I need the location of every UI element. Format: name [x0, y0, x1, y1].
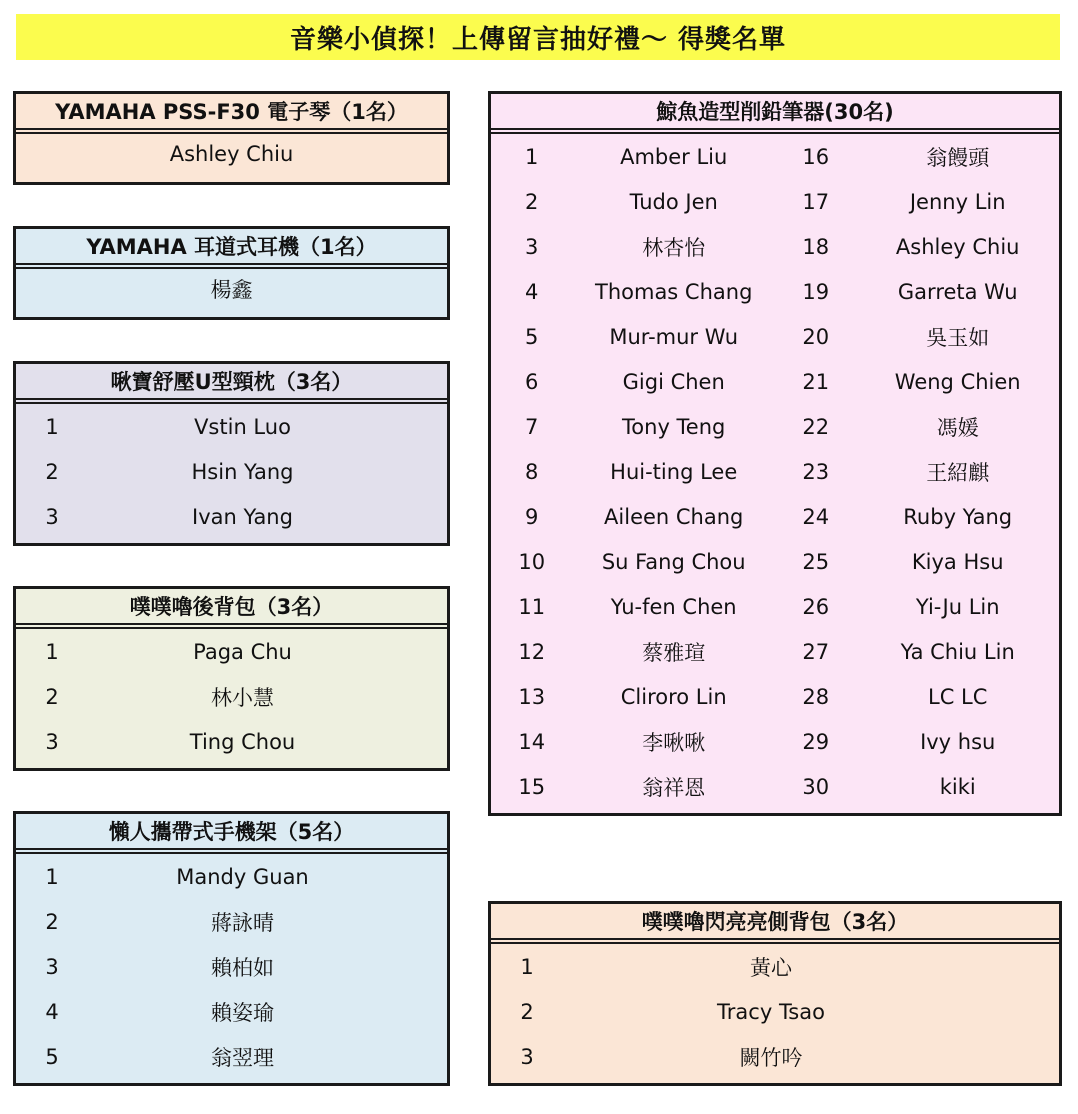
prize-title: 噗噗嚕後背包（3名） [16, 589, 447, 629]
winner-row [16, 1034, 447, 1079]
winner-name: Paga Chu [193, 639, 292, 664]
winner-number: 3 [525, 234, 539, 259]
winner-name: Su Fang Chou [601, 549, 746, 574]
winner-name: Yu-fen Chen [610, 594, 737, 619]
winner-number: 27 [802, 639, 830, 664]
winner-number: 23 [802, 459, 830, 484]
prize-title: YAMAHA PSS-F30 電子琴（1名） [16, 94, 447, 134]
winner-number: 20 [802, 324, 830, 349]
winner-name: 馮媛 [936, 415, 979, 440]
prize-sharpener-panel [488, 91, 1062, 816]
winner-number: 2 [525, 189, 539, 214]
winner-number: 8 [525, 459, 539, 484]
winner-number: 2 [45, 909, 59, 934]
winner-number: 11 [518, 594, 546, 619]
winner-name: Yi-Ju Lin [915, 594, 1000, 619]
winner-name: Tony Teng [622, 414, 726, 439]
winner-name: 林杏怡 [642, 235, 706, 260]
winner-name: Ya Chiu Lin [900, 639, 1015, 664]
winner-number: 1 [45, 414, 59, 439]
winner-number: 3 [45, 729, 59, 754]
winner-number: 1 [520, 954, 534, 979]
winner-name: Hui-ting Lee [610, 459, 738, 484]
winner-row [491, 1034, 1059, 1079]
winner-name: Weng Chien [894, 369, 1021, 394]
winner-number: 17 [802, 189, 830, 214]
winner-row [491, 134, 1059, 179]
winner-number: 5 [45, 1044, 59, 1069]
winner-row [491, 719, 1059, 764]
winner-name: Thomas Chang [595, 279, 753, 304]
winner-row [491, 494, 1059, 539]
winner-row [491, 269, 1059, 314]
winner-name: Ting Chou [189, 729, 296, 754]
winner-name: 翁翌理 [211, 1045, 274, 1070]
prize-pillow-panel [13, 361, 450, 546]
winner-name: 蔡雅瑄 [642, 640, 706, 665]
winner-number: 7 [525, 414, 539, 439]
winner-number: 10 [518, 549, 546, 574]
winner-number: 28 [802, 684, 830, 709]
winner-number: 13 [518, 684, 546, 709]
winner-name: Jenny Lin [909, 189, 1006, 214]
winner-name: Cliroro Lin [620, 684, 727, 709]
winner-name: Tudo Jen [629, 189, 718, 214]
winner-number: 4 [525, 279, 539, 304]
winner-number: 6 [525, 369, 539, 394]
winner-number: 18 [802, 234, 830, 259]
prize-title: 噗噗嚕閃亮亮側背包（3名） [491, 904, 1059, 944]
winner-row [16, 989, 447, 1034]
winner-name: Amber Liu [620, 144, 728, 169]
winner-name: 賴柏如 [211, 955, 274, 980]
winner-number: 25 [802, 549, 830, 574]
winner-name: Garreta Wu [897, 279, 1018, 304]
winner-number: 3 [520, 1044, 534, 1069]
winner-name: 楊鑫 [210, 278, 253, 302]
winner-row [491, 944, 1059, 989]
prize-backpack-panel [13, 586, 450, 771]
prize-keyboard-panel [13, 91, 450, 185]
winner-row [491, 629, 1059, 674]
winner-name: Hsin Yang [191, 459, 294, 484]
winner-name: Ashley Chiu [169, 142, 294, 166]
winner-name: 蔣詠晴 [211, 910, 274, 935]
prize-title: YAMAHA 耳道式耳機（1名） [16, 229, 447, 269]
winner-number: 1 [525, 144, 539, 169]
winner-number: 16 [802, 144, 830, 169]
winner-row [491, 404, 1059, 449]
winner-row [491, 224, 1059, 269]
winner-name: Ivan Yang [192, 504, 293, 529]
winner-row [491, 764, 1059, 809]
winner-row [16, 899, 447, 944]
winner-number: 26 [802, 594, 830, 619]
winner-row [491, 584, 1059, 629]
winner-number: 1 [45, 639, 59, 664]
winner-row [16, 674, 447, 719]
winner-name: 吳玉如 [926, 325, 990, 350]
winner-row [16, 854, 447, 899]
prize-title: 懶人攜帶式手機架（5名） [16, 814, 447, 854]
winner-name: Aileen Chang [604, 504, 744, 529]
winner-name: LC LC [928, 684, 988, 709]
winner-row [16, 494, 447, 539]
winner-name: 翁饅頭 [926, 145, 990, 170]
winner-row [16, 629, 447, 674]
prize-title: 啾寶舒壓U型頸枕（3名） [16, 364, 447, 404]
winner-name: Ashley Chiu [895, 234, 1020, 259]
winner-row [491, 674, 1059, 719]
winner-row [491, 989, 1059, 1034]
winner-number: 14 [518, 729, 546, 754]
winner-number: 4 [45, 999, 59, 1024]
winner-name: Ruby Yang [903, 504, 1013, 529]
winner-number: 15 [518, 774, 546, 799]
winner-number: 21 [802, 369, 830, 394]
winner-row [16, 944, 447, 989]
winner-name: Gigi Chen [622, 369, 725, 394]
winner-name: 黃心 [750, 955, 792, 980]
winner-number: 12 [518, 639, 546, 664]
winner-number: 24 [802, 504, 830, 529]
prize-shoulder-bag-panel [488, 901, 1062, 1086]
winner-number: 5 [525, 324, 539, 349]
winner-row [16, 719, 447, 764]
winner-number: 3 [45, 954, 59, 979]
winner-row [16, 449, 447, 494]
winner-name: Kiya Hsu [911, 549, 1004, 574]
winner-number: 9 [525, 504, 539, 529]
winner-name: Mandy Guan [176, 864, 309, 889]
winner-name: Ivy hsu [920, 729, 996, 754]
winner-name: 李啾啾 [642, 730, 706, 755]
winner-number: 2 [520, 999, 534, 1024]
winner-name: 林小慧 [211, 685, 274, 710]
winner-number: 19 [802, 279, 830, 304]
winner-name: Mur-mur Wu [609, 324, 739, 349]
prize-title: 鯨魚造型削鉛筆器(30名) [491, 94, 1059, 134]
winner-name: kiki [939, 774, 976, 799]
winner-name: 賴姿瑜 [211, 1000, 274, 1025]
page-title: 音樂小偵探！上傳留言抽好禮～ 得獎名單 [16, 14, 1060, 60]
winner-number: 2 [45, 684, 59, 709]
prize-phone-stand-panel [13, 811, 450, 1086]
winner-row [16, 404, 447, 449]
winner-number: 1 [45, 864, 59, 889]
winner-number: 30 [802, 774, 830, 799]
winner-number: 22 [802, 414, 830, 439]
prize-earphone-panel [13, 226, 450, 320]
winner-name: 王紹麒 [926, 460, 990, 485]
winner-row [491, 314, 1059, 359]
winner-row [491, 539, 1059, 584]
winner-name: 翁祥恩 [642, 775, 706, 800]
winner-name: Tracy Tsao [717, 999, 825, 1024]
winner-row [491, 359, 1059, 404]
winner-number: 2 [45, 459, 59, 484]
winner-name: 闕竹吟 [739, 1045, 803, 1070]
winner-row [491, 449, 1059, 494]
winner-row [491, 179, 1059, 224]
winner-number: 29 [802, 729, 830, 754]
winner-name: Vstin Luo [194, 414, 291, 439]
winner-number: 3 [45, 504, 59, 529]
